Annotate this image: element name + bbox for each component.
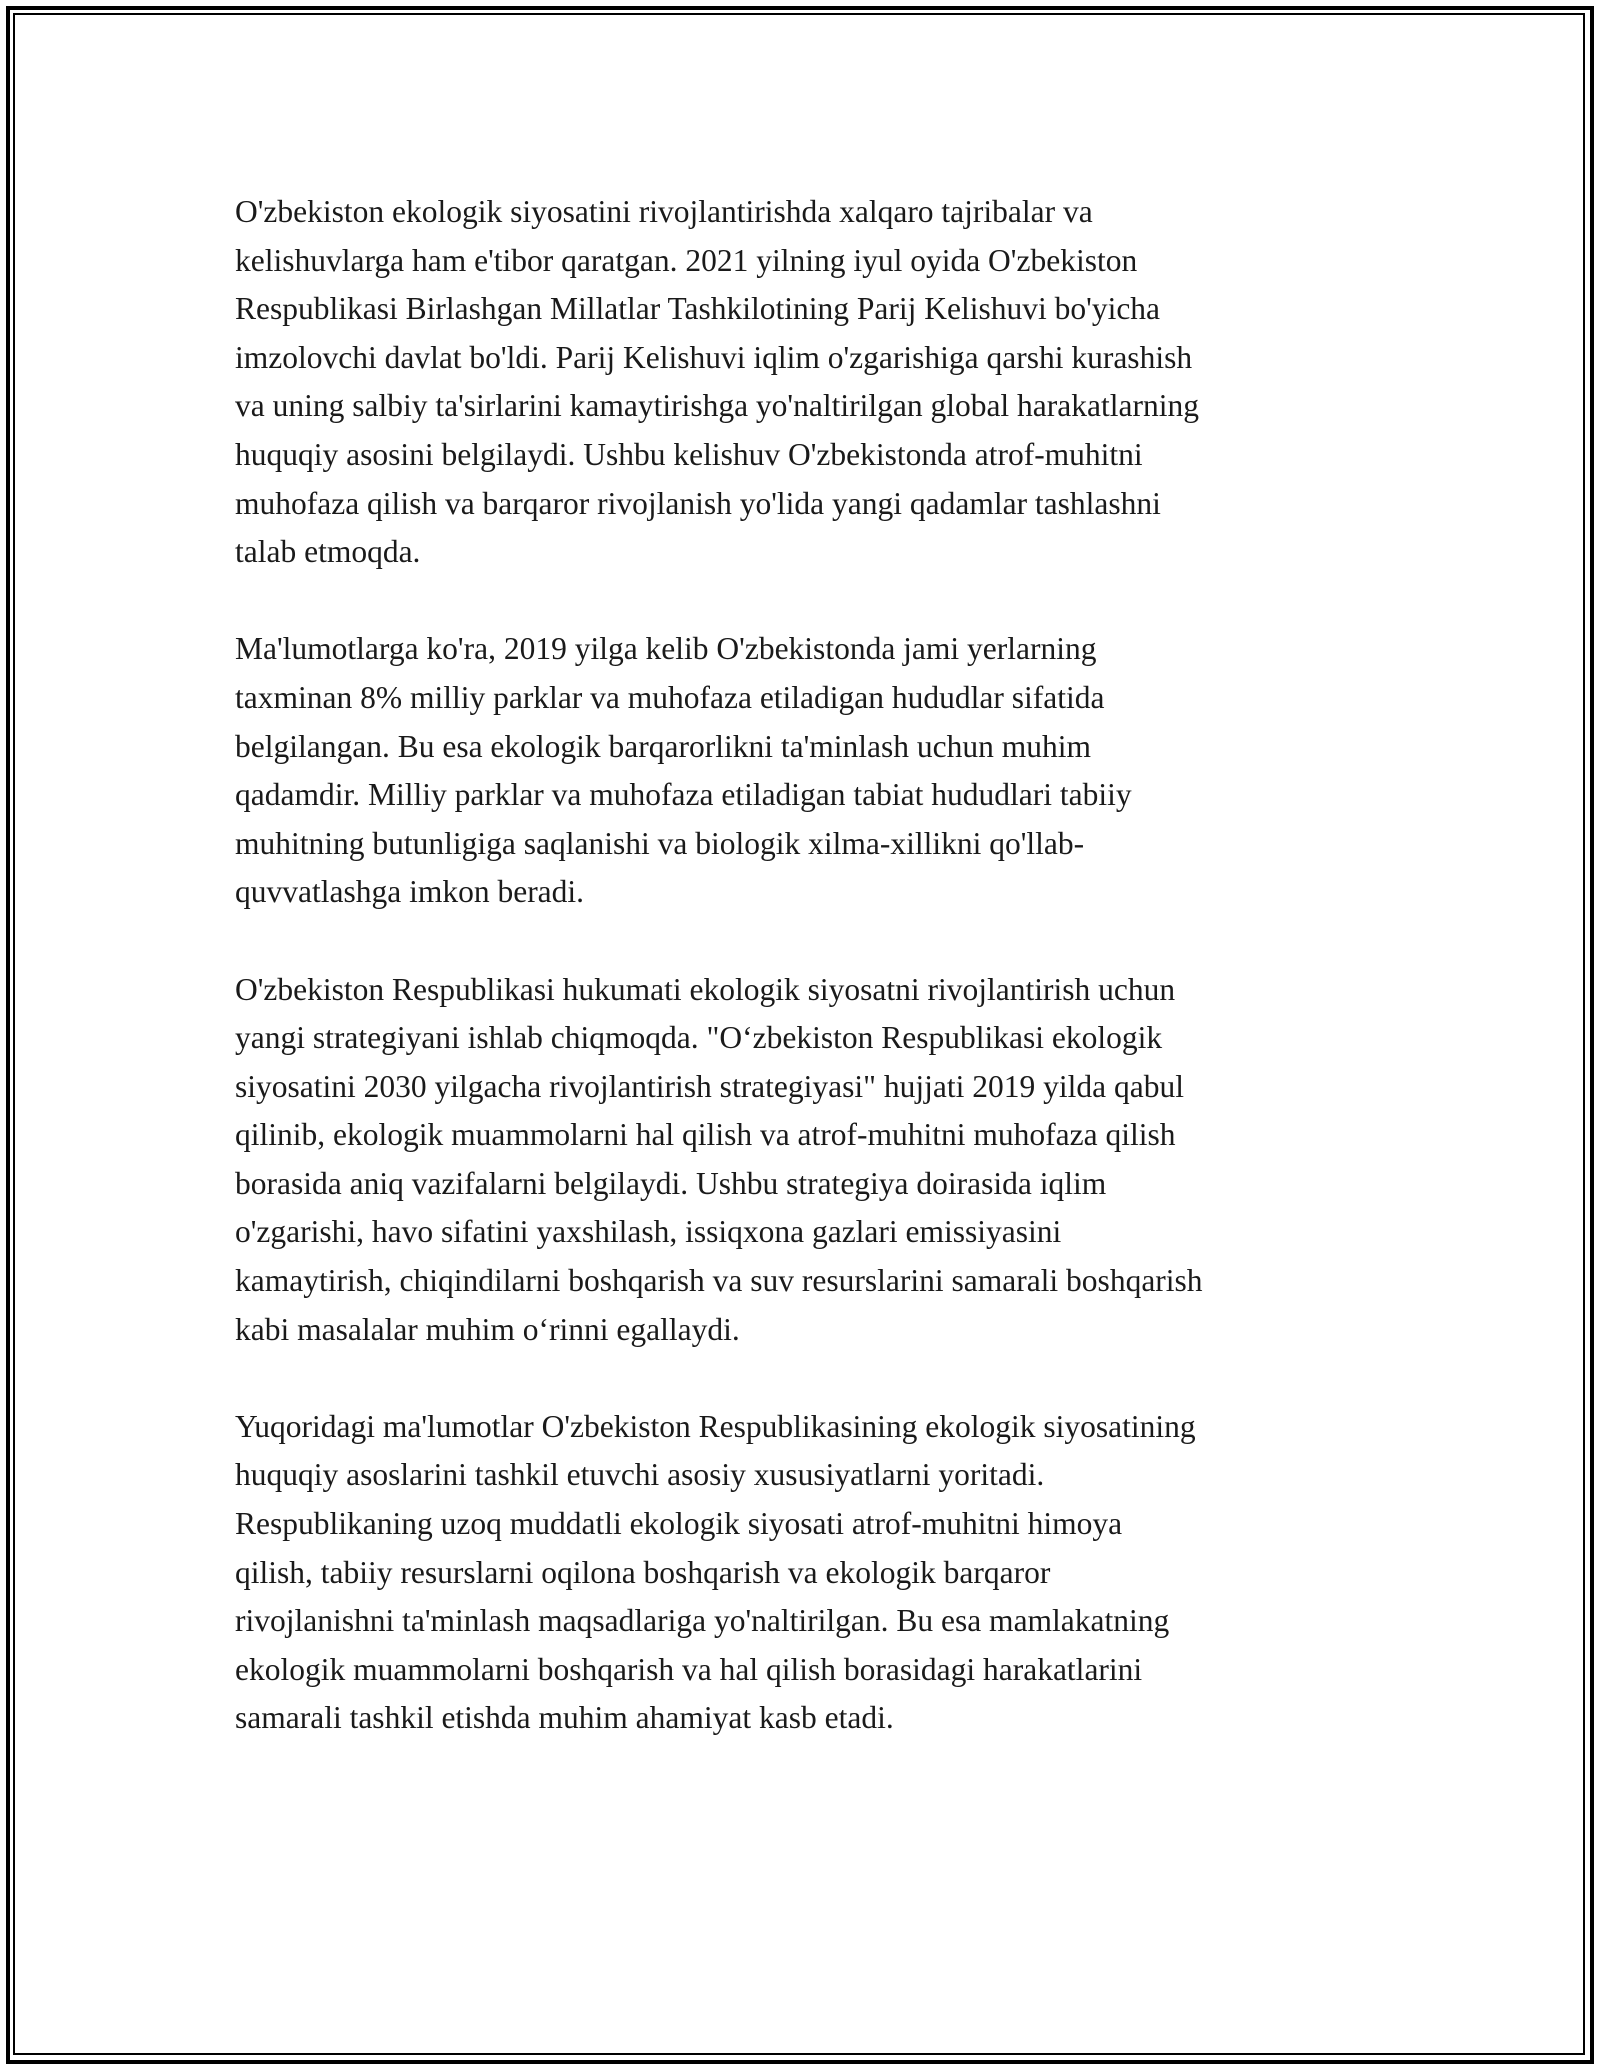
paragraph-national-parks: Ma'lumotlarga ko'ra, 2019 yilga kelib O'zbekistonda jami yerlarning taxminan 8% milliy parklar va muhofaza etiladigan hududlar sifatida belgilangan. Bu esa ekologik barqarorlikni ta'minlash uchun muhim qadamdir. Milliy parklar va muhofaza etiladigan tabiat hududlari tabiiy muhitning butunligiga saqlanishi va biologik xilma-xillikni qo'llab- quvvatlashga imkon beradi. <box>235 631 1132 910</box>
document-body <box>235 188 1365 1792</box>
paragraph-conclusion: Yuqoridagi ma'lumotlar O'zbekiston Respublikasining ekologik siyosatining huquqiy asoslarini tashkil etuvchi asosiy xususiyatlarni yoritadi. Respublikaning uzoq muddatli ekologik siyosati atrof-muhitni himoya qilish, tabiiy resurslarni oqilona boshqarish va ekologik barqaror rivojlanishni ta'minlash maqsadlariga yo'naltirilgan. Bu esa mamlakatning ekologik muammolarni boshqarish va hal qilish borasidagi harakatlarini samarali tashkil etishda muhim ahamiyat kasb etadi. <box>235 1408 1196 1736</box>
paragraph-paris-agreement: O'zbekiston ekologik siyosatini rivojlantirishda xalqaro tajribalar va kelishuvlarga ham e'tibor qaratgan. 2021 yilning iyul oyida O'zbekiston Respublikasi Birlashgan Millatlar Tashkilotining Parij Kelishuvi bo'yicha imzolovchi davlat bo'ldi. Parij Kelishuvi iqlim o'zgarishiga qarshi kurashish va uning salbiy ta'sirlarini kamaytirishga yo'naltirilgan global harakatlarning huquqiy asosini belgilaydi. Ushbu kelishuv O'zbekistonda atrof-muhitni muhofaza qilish va barqaror rivojlanish yo'lida yangi qadamlar tashlashni talab etmoqda. <box>235 194 1199 570</box>
paragraph-strategy-2030: O'zbekiston Respublikasi hukumati ekologik siyosatni rivojlantirish uchun yangi strategiyani ishlab chiqmoqda. "O‘zbekiston Respublikasi ekologik siyosatini 2030 yilgacha rivojlantirish strategiyasi" hujjati 2019 yilda qabul qilinib, ekologik muammolarni hal qilish va atrof-muhitni muhofaza qilish borasida aniq vazifalarni belgilaydi. Ushbu strategiya doirasida iqlim o'zgarishi, havo sifatini yaxshilash, issiqxona gazlari emissiyasini kamaytirish, chiqindilarni boshqarish va suv resurslarini samarali boshqarish kabi masalalar muhim o‘rinni egallaydi. <box>235 971 1203 1347</box>
